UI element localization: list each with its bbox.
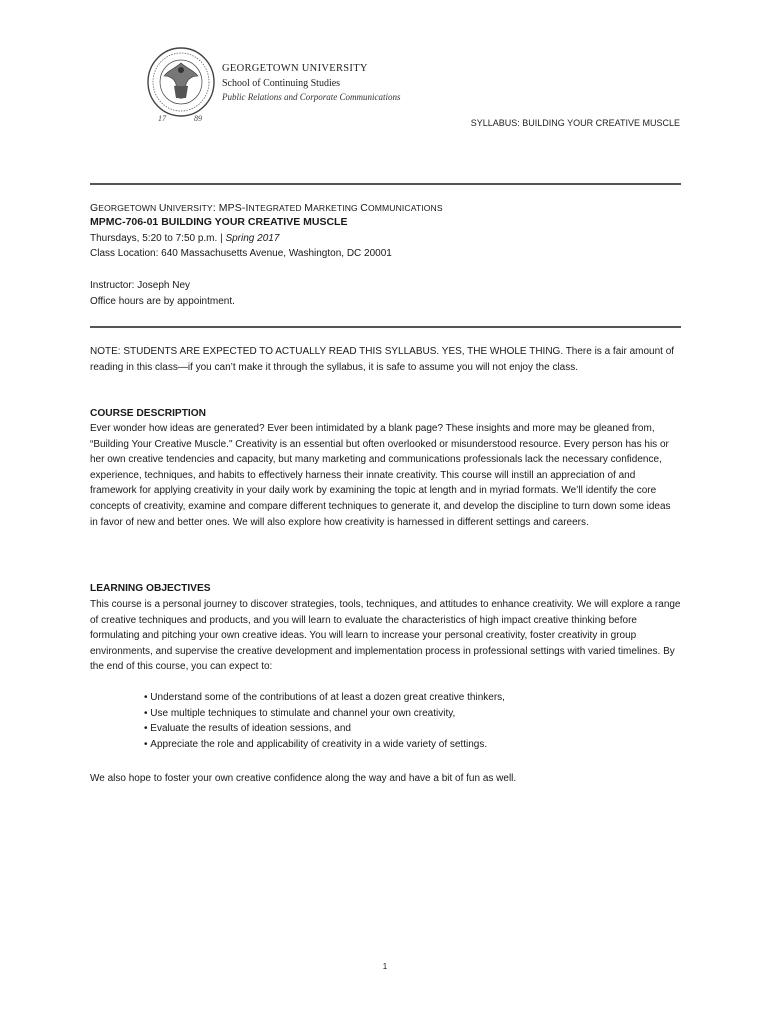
school-name: School of Continuing Studies [222,78,341,89]
running-header: SYLLABUS: BUILDING YOUR CREATIVE MUSCLE [470,118,680,128]
university-name: GEORGETOWN UNIVERSITY [222,63,368,74]
instructor: Instructor: Joseph Ney [90,280,191,291]
list-item: • Understand some of the contributions of at least a dozen great creative thinkers, [144,690,684,706]
page-number: 1 [382,962,388,971]
objectives-list [144,690,684,752]
closing-text: We also hope to foster your own creative confidence along the way and have a bit of fun as well. [90,773,517,784]
list-item: • Appreciate the role and applicability of creativity in a wide variety of settings. [144,737,684,753]
term-text: Spring 2017 [225,233,280,244]
list-item: • Use multiple techniques to stimulate and channel your own creativity, [144,706,684,722]
divider-top [90,183,681,185]
list-item: • Evaluate the results of ideation sessions, and [144,721,684,737]
office-hours: Office hours are by appointment. [90,296,235,307]
divider-bottom [90,326,681,328]
university-seal-icon [146,46,216,118]
schedule-text: Thursdays, 5:20 to 7:50 p.m. | [90,233,226,244]
course-title: MPMC-706-01 BUILDING YOUR CREATIVE MUSCLE [90,216,348,228]
reading-note: NOTE: STUDENTS ARE EXPECTED TO ACTUALLY READ THIS SYLLABUS. YES, THE WHOLE THING. There is a fair amount of reading in this class—if you can’t make it through the syllabus, it is safe to assume you will not enjoy the class. [90,346,675,373]
course-schedule [90,231,690,247]
seal-year-left: 17 [158,114,166,123]
learning-objectives-heading: LEARNING OBJECTIVES [90,583,211,594]
course-description-text: Ever wonder how ideas are generated? Ever been intimidated by a blank page? These insights and more may be gleaned from, “Building Your Creative Muscle." Creativity is an essential but often overlooked or misunderstood resource. Every person has his or her own creative tendencies and capacity, but many marketing and communications professionals lack the necessary confidence, experience, techniques, and habits to effectively harness their innate creativity. This course will instill an appreciation of and framework for applying creativity in your daily work by examining the topic at length and in myriad formats. We’ll identify the core concepts of creativity, examine and compare different techniques to generate it, and develop the discipline to turn down some ideas in favor of new and better ones. We will also explore how creativity is harnessed in different settings and careers. [90,423,671,528]
seal-year-right: 89 [194,114,202,123]
course-description-heading: COURSE DESCRIPTION [90,408,207,419]
program-name: Public Relations and Corporate Communications [222,92,401,102]
class-location: Class Location: 640 Massachusetts Avenue, Washington, DC 20001 [90,248,392,259]
program-line: GEORGETOWN UNIVERSITY: MPS-INTEGRATED MARKETING COMMUNICATIONS [90,202,443,214]
learning-objectives-text: This course is a personal journey to discover strategies, tools, techniques, and attitudes to enhance creativity. We will explore a range of creative techniques and products, and you will learn to evaluate the characteristics of high impact creative thinking before formulating and pitching your own creative ideas. You will learn to increase your personal creativity, foster creativity in group environments, and supervise the creative development and implementation process in professional settings with varied timelines. By the end of this course, you can expect to: [90,599,681,673]
